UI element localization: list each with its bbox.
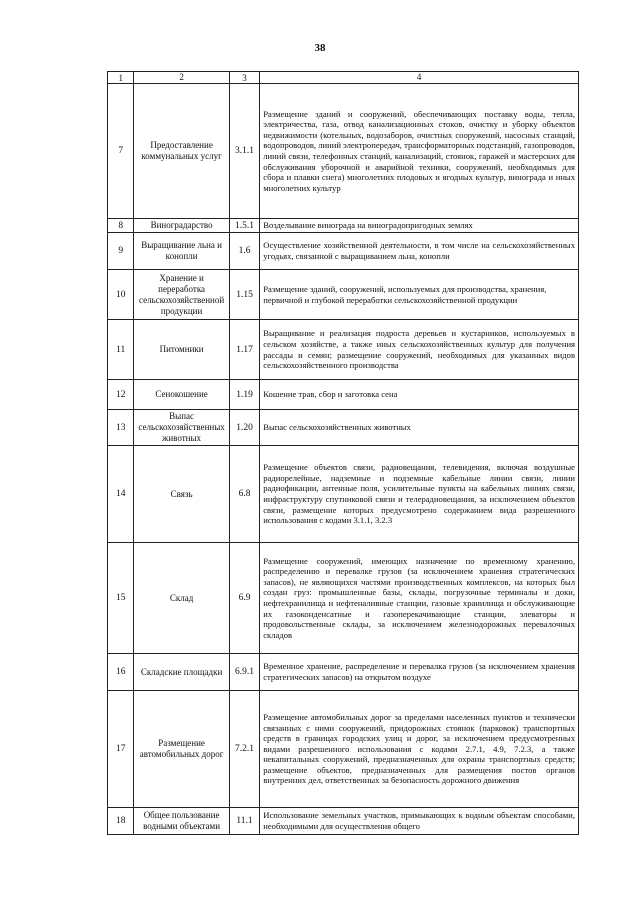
page-number: 38 bbox=[314, 42, 326, 54]
row-number: 12 bbox=[108, 380, 134, 410]
use-type-description: Выращивание и реализация подроста деревьев и кустарников, используемых в сельском хозяйстве, а также иных сельскохозяйственных культур для получения рассады и семян; размещение сооружений, необходимых для указанных видов сельскохозяйственного производства bbox=[260, 320, 579, 380]
use-type-code: 1.15 bbox=[229, 270, 259, 320]
use-type-name: Связь bbox=[134, 446, 229, 543]
use-type-code: 6.9.1 bbox=[229, 654, 259, 691]
row-number: 13 bbox=[108, 410, 134, 446]
row-number: 16 bbox=[108, 654, 134, 691]
use-type-code: 3.1.1 bbox=[229, 84, 259, 219]
table-row bbox=[108, 380, 579, 410]
use-type-code: 1.20 bbox=[229, 410, 259, 446]
use-type-code: 6.9 bbox=[229, 543, 259, 654]
use-type-description: Размещение зданий и сооружений, обеспечивающих поставку воды, тепла, электричества, газа, отвод канализационных стоков, очистку и уборку объектов недвижимости (котельных, водозаборов, очистных сооружений, насосных станций, водопроводов, линий электропередач, трансформаторных подстанций, газопроводов, линий связи, телефонных станций, канализаций, стоянок, гаражей и мастерских для обслуживания уборочной и аварийной техники, сооружений, необходимых для сбора и плавки снега) многолетних плодовых и ягодных культур, винограда и иных многолетних культур bbox=[260, 84, 579, 219]
use-type-description: Осуществление хозяйственной деятельности, в том числе на сельскохозяйственных угодьях, связанной с выращиванием льна, конопли bbox=[260, 233, 579, 270]
land-use-table bbox=[107, 71, 579, 835]
table-row bbox=[108, 410, 579, 446]
table-row bbox=[108, 543, 579, 654]
use-type-name: Хранение и переработка сельскохозяйственной продукции bbox=[134, 270, 229, 320]
table-row bbox=[108, 320, 579, 380]
use-type-code: 1.5.1 bbox=[229, 219, 259, 233]
header-col-1: 1 bbox=[108, 72, 134, 84]
table-row bbox=[108, 219, 579, 233]
row-number: 8 bbox=[108, 219, 134, 233]
row-number: 14 bbox=[108, 446, 134, 543]
table-header-row bbox=[108, 72, 579, 84]
use-type-code: 7.2.1 bbox=[229, 691, 259, 808]
row-number: 15 bbox=[108, 543, 134, 654]
use-type-code: 11.1 bbox=[229, 808, 259, 835]
use-type-code: 6.8 bbox=[229, 446, 259, 543]
use-type-code: 1.17 bbox=[229, 320, 259, 380]
row-number: 17 bbox=[108, 691, 134, 808]
use-type-name: Выпас сельскохозяйственных животных bbox=[134, 410, 229, 446]
table-row bbox=[108, 84, 579, 219]
use-type-name: Склад bbox=[134, 543, 229, 654]
table-row bbox=[108, 808, 579, 835]
use-type-name: Складские площадки bbox=[134, 654, 229, 691]
use-type-code: 1.6 bbox=[229, 233, 259, 270]
use-type-description: Размещение зданий, сооружений, используемых для производства, хранения, первичной и глубокой переработки сельскохозяйственной продукции bbox=[260, 270, 579, 320]
table-row bbox=[108, 691, 579, 808]
table-row bbox=[108, 654, 579, 691]
use-type-name: Предоставление коммунальных услуг bbox=[134, 84, 229, 219]
use-type-name: Выращивание льна и конопли bbox=[134, 233, 229, 270]
use-type-description: Выпас сельскохозяйственных животных bbox=[260, 410, 579, 446]
use-type-description: Кошение трав, сбор и заготовка сена bbox=[260, 380, 579, 410]
use-type-description: Использование земельных участков, примыкающих к водным объектам способами, необходимыми для осуществления общего bbox=[260, 808, 579, 835]
use-type-name: Виноградарство bbox=[134, 219, 229, 233]
row-number: 7 bbox=[108, 84, 134, 219]
use-type-name: Размещение автомобильных дорог bbox=[134, 691, 229, 808]
row-number: 18 bbox=[108, 808, 134, 835]
use-type-description: Временное хранение, распределение и перевалка грузов (за исключением хранения стратегических запасов) на открытом воздухе bbox=[260, 654, 579, 691]
use-type-description: Возделывание винограда на виноградопригодных землях bbox=[260, 219, 579, 233]
table-row bbox=[108, 270, 579, 320]
table-row bbox=[108, 233, 579, 270]
row-number: 10 bbox=[108, 270, 134, 320]
row-number: 11 bbox=[108, 320, 134, 380]
header-col-4: 4 bbox=[260, 72, 579, 84]
use-type-name: Питомники bbox=[134, 320, 229, 380]
header-col-3: 3 bbox=[229, 72, 259, 84]
table-row bbox=[108, 446, 579, 543]
header-col-2: 2 bbox=[134, 72, 229, 84]
use-type-description: Размещение сооружений, имеющих назначение по временному хранению, распределению и перевалке грузов (за исключением хранения стратегических запасов), не являющихся частями производственных комплексов, на которых был создан груз: промышленные базы, склады, погрузочные терминалы и доки, нефтехранилища и нефтеналивные станции, газовые хранилища и обслуживающие их газоконденсатные и газоперекачивающие станции, элеваторы и продовольственные склады, за исключением железнодорожных перевалочных складов bbox=[260, 543, 579, 654]
use-type-description: Размещение объектов связи, радиовещания, телевидения, включая воздушные радиорелейные, надземные и подземные кабельные линии связи, линии радиофикации, антенные поля, усилительные пункты на кабельных линиях связи, инфраструктуру спутниковой связи и телерадиовещания, за исключением объектов связи, размещение которых предусмотрено содержанием вида разрешенного использования с кодами 3.1.1, 3.2.3 bbox=[260, 446, 579, 543]
use-type-name: Общее пользование водными объектами bbox=[134, 808, 229, 835]
use-type-code: 1.19 bbox=[229, 380, 259, 410]
use-type-name: Сенокошение bbox=[134, 380, 229, 410]
row-number: 9 bbox=[108, 233, 134, 270]
use-type-description: Размещение автомобильных дорог за пределами населенных пунктов и технически связанных с ними сооружений, придорожных стоянок (парковок) транспортных средств в границах городских улиц и дорог, за исключением предусмотренных видами разрешенного использования с кодами 2.7.1, 4.9, 7.2.3, а также некапитальных сооружений, предназначенных для охраны транспортных средств; размещение объектов, предназначенных для размещения постов органов внутренних дел, ответственных за безопасность дорожного движения bbox=[260, 691, 579, 808]
